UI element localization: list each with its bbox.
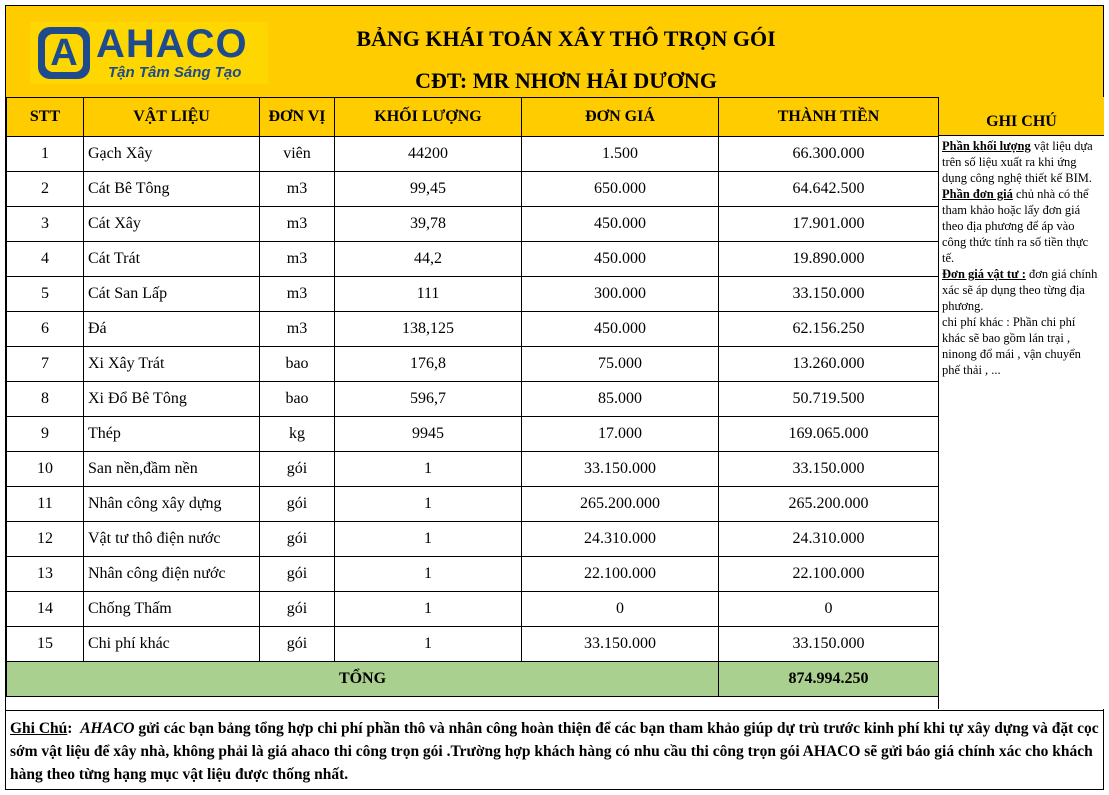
row-total: 0: [719, 592, 939, 627]
logo-a-icon: A: [38, 27, 90, 79]
row-unit-price: 450.000: [522, 207, 719, 242]
row-number: 15: [7, 627, 84, 662]
row-quantity: 44200: [335, 137, 522, 172]
row-total: 33.150.000: [719, 627, 939, 662]
row-unit: gói: [260, 627, 335, 662]
table-row: [7, 417, 939, 452]
total-label: TỔNG: [7, 662, 719, 697]
row-unit: m3: [260, 277, 335, 312]
row-total: 265.200.000: [719, 487, 939, 522]
table-row: [7, 347, 939, 382]
row-total: 62.156.250: [719, 312, 939, 347]
column-header: VẬT LIỆU: [84, 98, 260, 137]
row-material: Xi Xây Trát: [84, 347, 260, 382]
row-quantity: 596,7: [335, 382, 522, 417]
row-unit: m3: [260, 172, 335, 207]
row-material: Nhân công điện nước: [84, 557, 260, 592]
table-body: [7, 137, 939, 662]
table-row: [7, 557, 939, 592]
row-unit: gói: [260, 557, 335, 592]
row-material: Vật tư thô điện nước: [84, 522, 260, 557]
row-material: Đá: [84, 312, 260, 347]
notes-heading: GHI CHÚ: [939, 97, 1104, 136]
row-unit-price: 450.000: [522, 312, 719, 347]
row-total: 50.719.500: [719, 382, 939, 417]
row-unit-price: 1.500: [522, 137, 719, 172]
table-row: [7, 627, 939, 662]
row-quantity: 99,45: [335, 172, 522, 207]
row-unit-price: 75.000: [522, 347, 719, 382]
row-total: 19.890.000: [719, 242, 939, 277]
table-row: [7, 242, 939, 277]
row-number: 3: [7, 207, 84, 242]
notes-column: [938, 97, 1104, 709]
note-text-price: chủ nhà có thể tham khảo hoặc lấy đơn giá theo địa phương để áp vào công thức tính ra số tiền thực tế.: [942, 187, 1089, 265]
table-row: [7, 312, 939, 347]
note-text-quantity: vật liệu dựa trên số liệu xuất ra khi ứng dụng công nghệ thiết kế BIM.: [942, 139, 1093, 185]
row-material: Gạch Xây: [84, 137, 260, 172]
row-quantity: 1: [335, 522, 522, 557]
row-number: 11: [7, 487, 84, 522]
table-row: [7, 172, 939, 207]
table-row: [7, 137, 939, 172]
row-unit: m3: [260, 242, 335, 277]
total-row: [7, 662, 939, 697]
table-row: [7, 592, 939, 627]
table-header-row: [7, 98, 939, 137]
row-quantity: 1: [335, 487, 522, 522]
row-total: 33.150.000: [719, 452, 939, 487]
row-quantity: 44,2: [335, 242, 522, 277]
header-banner: [6, 6, 1103, 98]
row-quantity: 176,8: [335, 347, 522, 382]
table-row: [7, 277, 939, 312]
row-unit-price: 650.000: [522, 172, 719, 207]
row-number: 14: [7, 592, 84, 627]
table-row: [7, 452, 939, 487]
footer-text: gửi các bạn bảng tổng hợp chi phí phần thô và nhân công hoàn thiện để các bạn tham khảo giúp dự trù trước kinh phí khi tự xây dựng và đặt cọc sớm vật liệu để xây nhà, không phải là giá ahaco thi công trọn gói .Trường hợp khách hàng có nhu cầu thi công trọn gói AHACO sẽ gửi báo giá chính xác cho khách hàng theo từng hạng mục vật liệu được thống nhất.: [10, 720, 1099, 783]
note-text-material-price: đơn giá chính xác sẽ áp dụng theo từng địa phương.: [942, 267, 1098, 313]
note-label-material-price: Đơn giá vật tư :: [942, 267, 1026, 281]
row-total: 66.300.000: [719, 137, 939, 172]
row-quantity: 138,125: [335, 312, 522, 347]
row-unit: kg: [260, 417, 335, 452]
row-unit: bao: [260, 347, 335, 382]
row-unit-price: 450.000: [522, 242, 719, 277]
row-quantity: 9945: [335, 417, 522, 452]
estimate-sheet: [5, 5, 1104, 790]
logo-name: AHACO: [96, 22, 248, 66]
row-total: 17.901.000: [719, 207, 939, 242]
row-unit: viên: [260, 137, 335, 172]
row-unit-price: 24.310.000: [522, 522, 719, 557]
row-total: 13.260.000: [719, 347, 939, 382]
row-unit-price: 22.100.000: [522, 557, 719, 592]
row-number: 6: [7, 312, 84, 347]
page-subtitle: CĐT: MR NHƠN HẢI DƯƠNG: [415, 68, 717, 93]
row-number: 10: [7, 452, 84, 487]
row-material: Cát San Lấp: [84, 277, 260, 312]
note-text-other: chi phí khác : Phần chi phí khác sẽ bao gồm lán trại , ninong đổ mái , vận chuyển phế thải , ...: [942, 315, 1081, 377]
row-unit-price: 300.000: [522, 277, 719, 312]
row-number: 12: [7, 522, 84, 557]
company-logo: [30, 22, 268, 84]
row-total: 24.310.000: [719, 522, 939, 557]
notes-body: [939, 136, 1104, 380]
row-unit-price: 33.150.000: [522, 627, 719, 662]
row-unit: gói: [260, 592, 335, 627]
row-material: Thép: [84, 417, 260, 452]
page-title: BẢNG KHÁI TOÁN XÂY THÔ TRỌN GÓI: [356, 26, 776, 51]
row-number: 4: [7, 242, 84, 277]
row-number: 13: [7, 557, 84, 592]
total-value: 874.994.250: [719, 662, 939, 697]
row-material: San nền,đầm nền: [84, 452, 260, 487]
row-total: 33.150.000: [719, 277, 939, 312]
row-quantity: 1: [335, 627, 522, 662]
row-unit: gói: [260, 487, 335, 522]
row-unit-price: 265.200.000: [522, 487, 719, 522]
column-header: ĐƠN GIÁ: [522, 98, 719, 137]
note-label-quantity: Phần khối lượng: [942, 139, 1031, 153]
estimate-table: [6, 97, 939, 697]
row-material: Chi phí khác: [84, 627, 260, 662]
row-quantity: 1: [335, 452, 522, 487]
row-unit-price: 0: [522, 592, 719, 627]
row-unit-price: 85.000: [522, 382, 719, 417]
column-header: KHỐI LƯỢNG: [335, 98, 522, 137]
row-material: Chống Thấm: [84, 592, 260, 627]
table-row: [7, 382, 939, 417]
footer-brand: AHACO: [80, 720, 135, 737]
column-header: ĐƠN VỊ: [260, 98, 335, 137]
row-material: Xi Đổ Bê Tông: [84, 382, 260, 417]
row-number: 7: [7, 347, 84, 382]
column-header: THÀNH TIỀN: [719, 98, 939, 137]
row-unit: gói: [260, 452, 335, 487]
table-row: [7, 522, 939, 557]
note-label-price: Phần đơn giá: [942, 187, 1013, 201]
row-number: 9: [7, 417, 84, 452]
row-quantity: 1: [335, 557, 522, 592]
row-number: 8: [7, 382, 84, 417]
row-number: 2: [7, 172, 84, 207]
row-total: 169.065.000: [719, 417, 939, 452]
row-total: 64.642.500: [719, 172, 939, 207]
row-unit: gói: [260, 522, 335, 557]
row-unit: m3: [260, 207, 335, 242]
column-header: STT: [7, 98, 84, 137]
footer-label: Ghi Chú: [10, 720, 68, 737]
row-unit-price: 33.150.000: [522, 452, 719, 487]
row-unit: m3: [260, 312, 335, 347]
row-material: Cát Bê Tông: [84, 172, 260, 207]
row-number: 5: [7, 277, 84, 312]
row-unit: bao: [260, 382, 335, 417]
row-quantity: 1: [335, 592, 522, 627]
row-number: 1: [7, 137, 84, 172]
row-total: 22.100.000: [719, 557, 939, 592]
row-material: Cát Trát: [84, 242, 260, 277]
row-material: Nhân công xây dựng: [84, 487, 260, 522]
row-quantity: 39,78: [335, 207, 522, 242]
logo-tagline: Tận Tâm Sáng Tạo: [108, 64, 242, 81]
row-material: Cát Xây: [84, 207, 260, 242]
row-quantity: 111: [335, 277, 522, 312]
footer-note: Ghi Chú: AHACO gửi các bạn bảng tổng hợp chi phí phần thô và nhân công hoàn thiện để các bạn tham khảo giúp dự trù trước kinh phí khi tự xây dựng và đặt cọc sớm vật liệu để xây nhà, không phải là giá ahaco thi công trọn gói .Trường hợp khách hàng có nhu cầu thi công trọn gói AHACO sẽ gửi báo giá chính xác cho khách hàng theo từng hạng mục vật liệu được thống nhất.: [6, 710, 1103, 789]
row-unit-price: 17.000: [522, 417, 719, 452]
table-row: [7, 487, 939, 522]
table-row: [7, 207, 939, 242]
